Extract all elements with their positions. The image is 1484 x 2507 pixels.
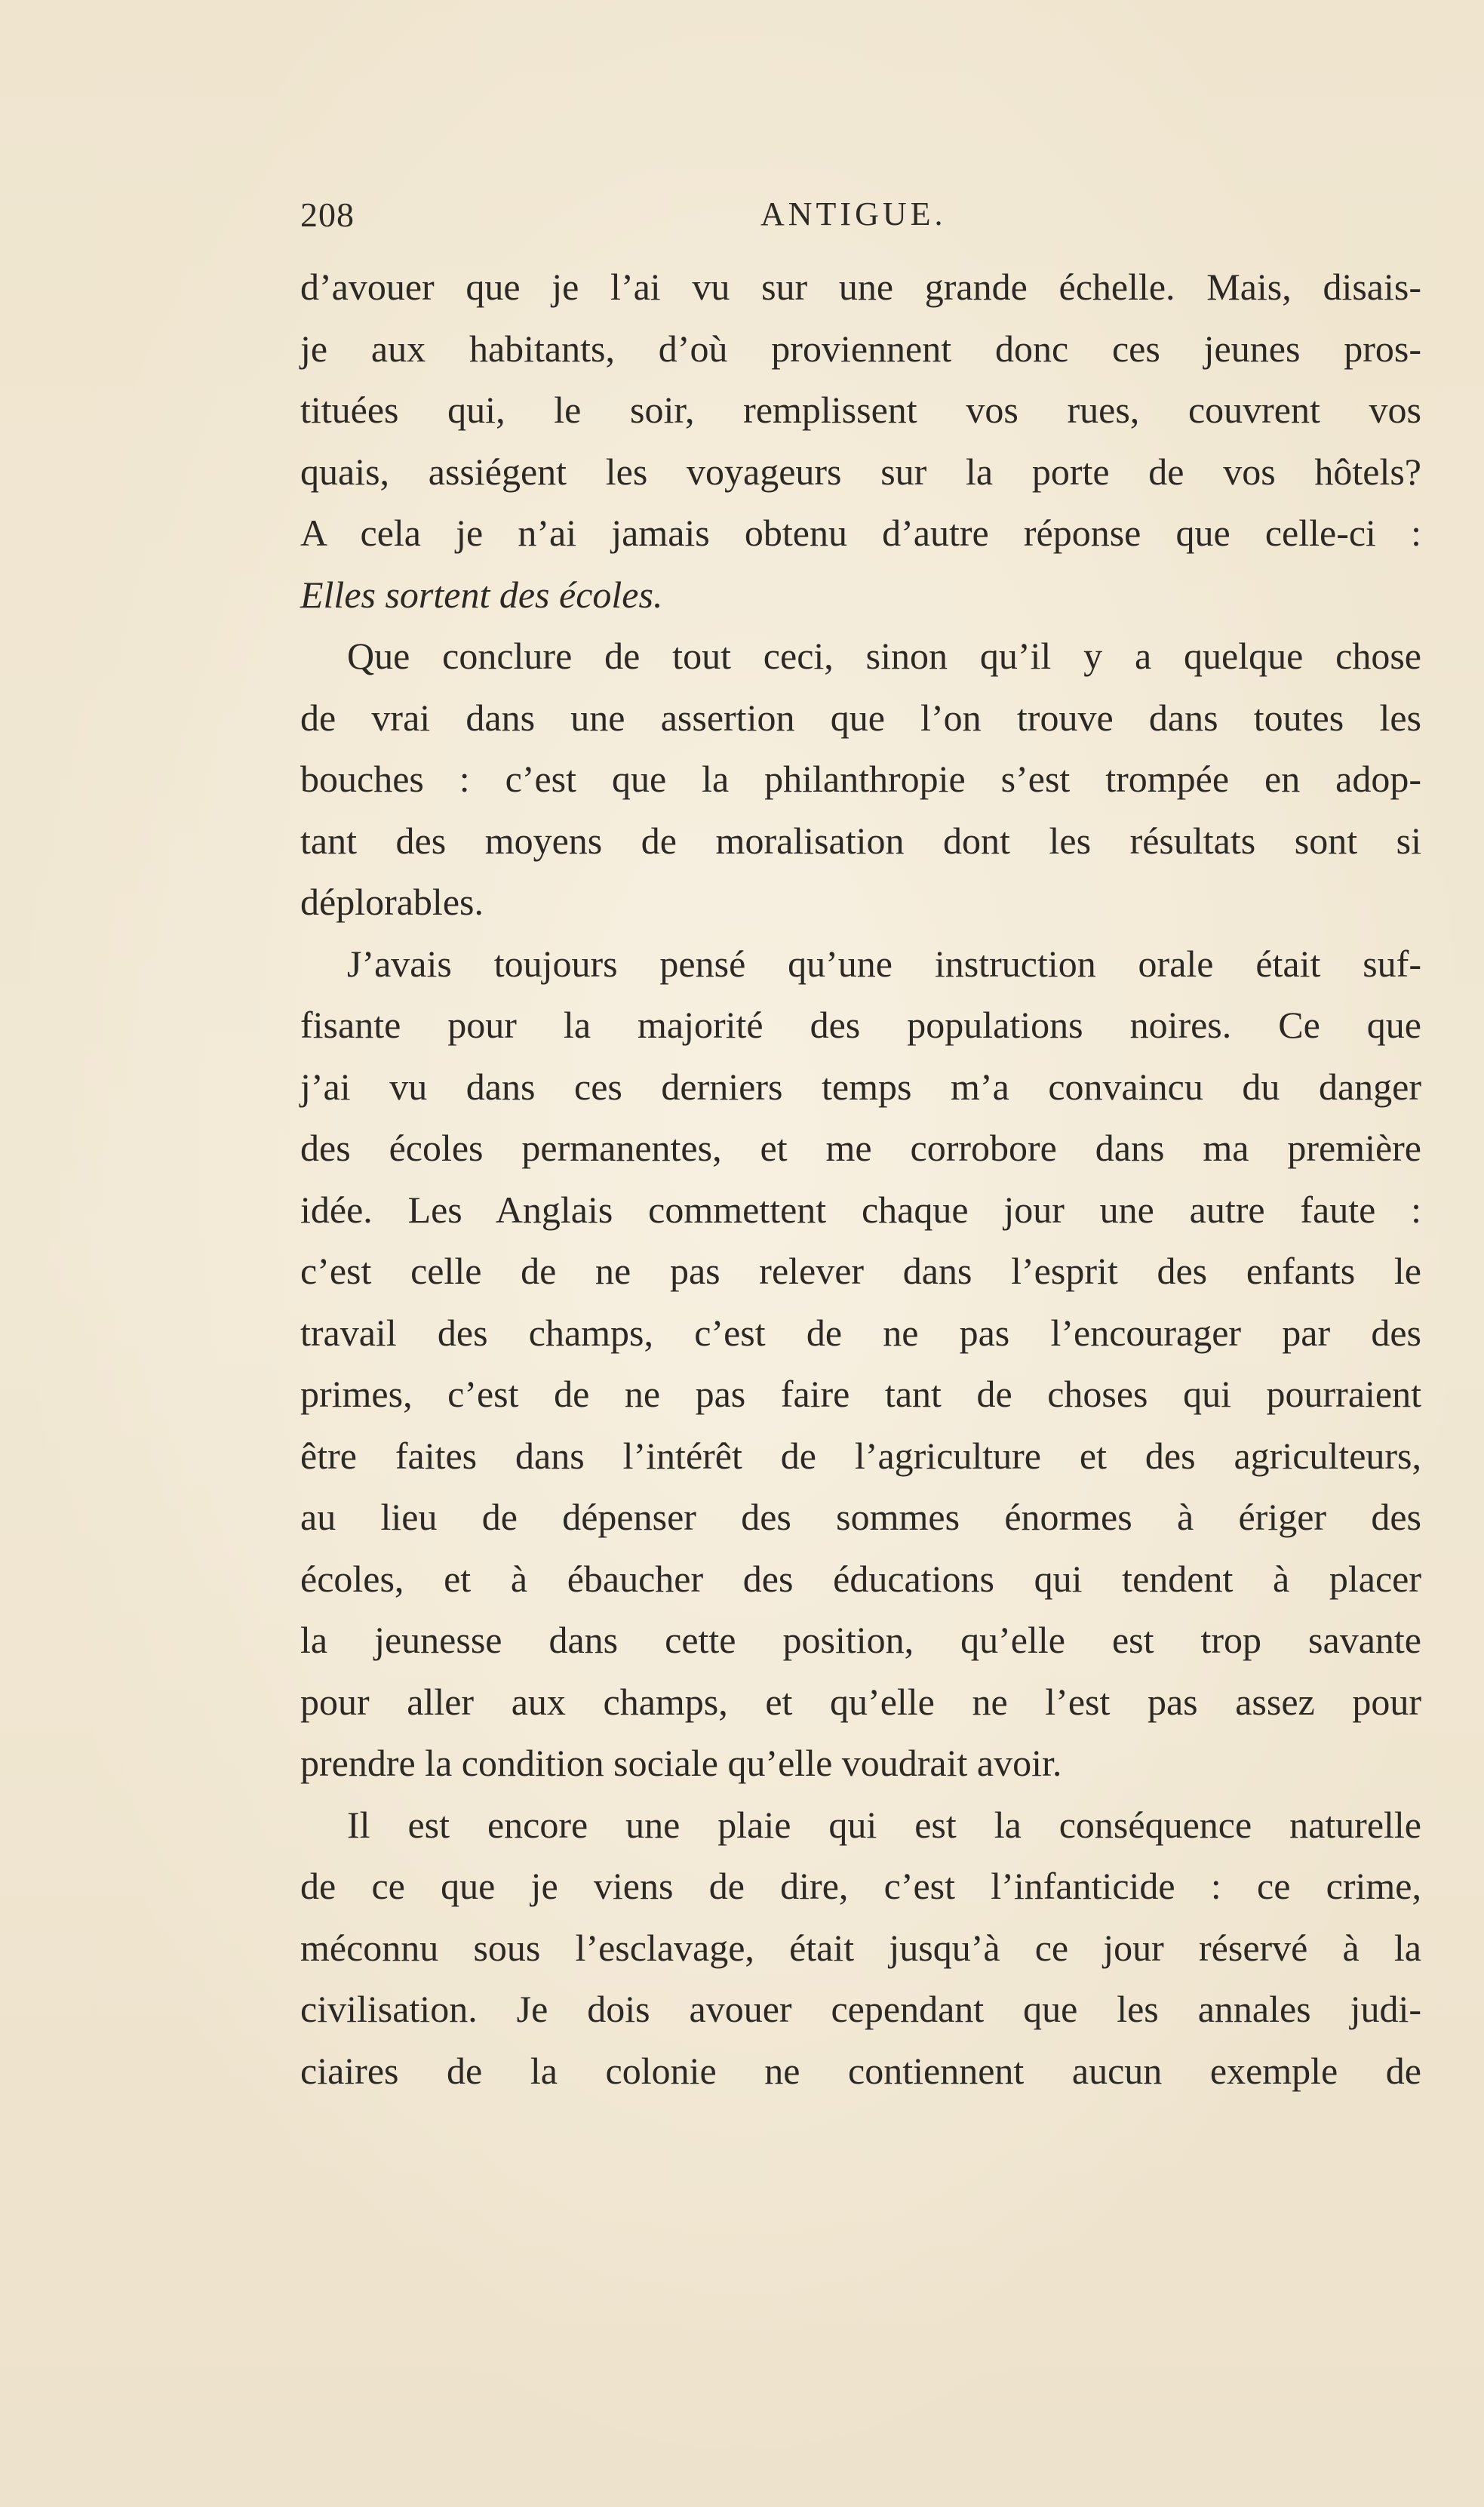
text-line: la jeunesse dans cette position, qu’elle est trop savante: [300, 1619, 1421, 1661]
text-line: ciaires de la colonie ne contiennent aucun exemple de: [300, 2049, 1421, 2092]
text-line: déplorables.: [300, 881, 484, 923]
text-line: tituées qui, le soir, remplissent vos rues, couvrent vos: [300, 389, 1421, 431]
text-line: quais, assiégent les voyageurs sur la porte de vos hôtels?: [300, 450, 1421, 493]
text-line: civilisation. Je dois avouer cependant que les annales judi-: [300, 1988, 1421, 2030]
page-header: [300, 195, 1421, 248]
text-line: prendre la condition sociale qu’elle voudrait avoir.: [300, 1742, 1062, 1784]
text-line: c’est celle de ne pas relever dans l’esprit des enfants le: [300, 1250, 1421, 1292]
italic-quote-line: Elles sortent des écoles.: [300, 573, 663, 616]
text-line: j’ai vu dans ces derniers temps m’a convaincu du danger: [300, 1065, 1421, 1108]
page-number: 208: [300, 195, 355, 234]
paragraph-start-line: Que conclure de tout ceci, sinon qu’il y a quelque chose: [347, 635, 1421, 677]
body-text: [300, 257, 1421, 2102]
text-line: travail des champs, c’est de ne pas l’encourager par des: [300, 1311, 1421, 1354]
paragraph-start-line: J’avais toujours pensé qu’une instruction orale était suf-: [347, 942, 1421, 985]
text-line: d’avouer que je l’ai vu sur une grande échelle. Mais, disais-: [300, 266, 1421, 308]
text-line: primes, c’est de ne pas faire tant de choses qui pourraient: [300, 1373, 1421, 1415]
text-line: être faites dans l’intérêt de l’agriculture et des agriculteurs,: [300, 1434, 1421, 1477]
text-line: A cela je n’ai jamais obtenu d’autre réponse que celle-ci :: [300, 512, 1421, 554]
text-line: de ce que je viens de dire, c’est l’infanticide : ce crime,: [300, 1865, 1421, 1907]
text-line: tant des moyens de moralisation dont les résultats sont si: [300, 819, 1421, 862]
text-line: pour aller aux champs, et qu’elle ne l’est pas assez pour: [300, 1680, 1421, 1723]
text-line: écoles, et à ébaucher des éducations qui tendent à placer: [300, 1557, 1421, 1600]
text-line: je aux habitants, d’où proviennent donc ces jeunes pros-: [300, 327, 1421, 370]
text-line: méconnu sous l’esclavage, était jusqu’à ce jour réservé à la: [300, 1926, 1421, 1969]
running-title: ANTIGUE.: [760, 195, 947, 232]
text-line: bouches : c’est que la philanthropie s’est trompée en adop-: [300, 758, 1421, 800]
text-line: des écoles permanentes, et me corrobore dans ma première: [300, 1127, 1421, 1169]
text-line: de vrai dans une assertion que l’on trouve dans toutes les: [300, 696, 1421, 739]
text-line: fisante pour la majorité des populations noires. Ce que: [300, 1004, 1421, 1046]
text-line: au lieu de dépenser des sommes énormes à ériger des: [300, 1496, 1421, 1538]
text-line: idée. Les Anglais commettent chaque jour une autre faute :: [300, 1188, 1421, 1231]
paragraph-start-line: Il est encore une plaie qui est la conséquence naturelle: [347, 1803, 1421, 1846]
